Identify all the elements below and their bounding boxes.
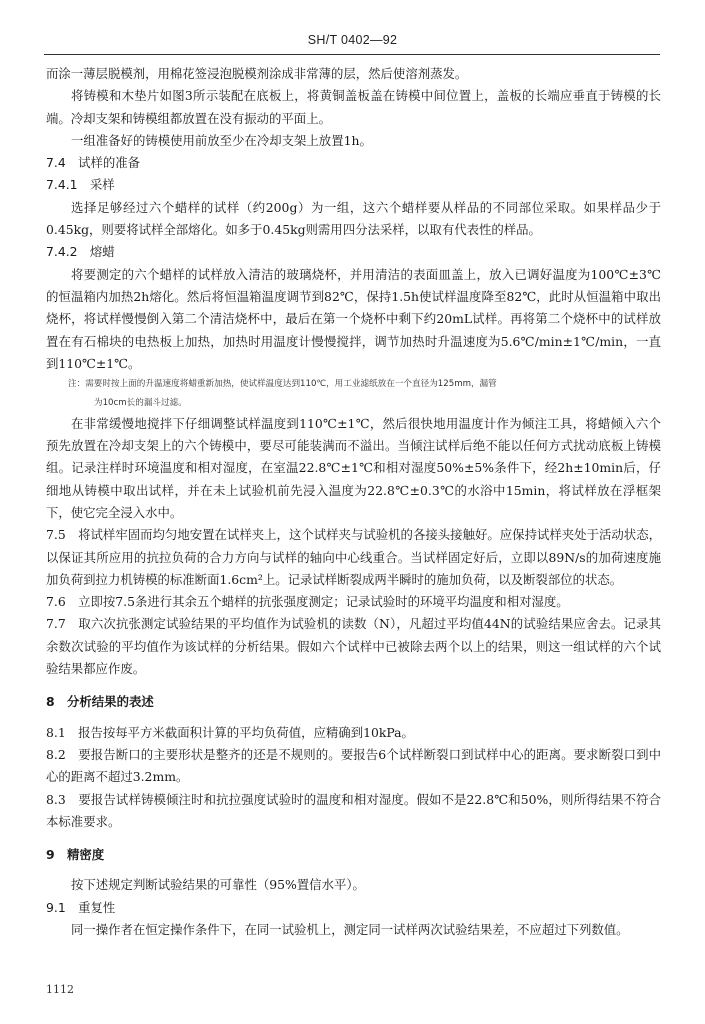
- note-line-2: 为10cm长的漏斗过滤。: [94, 397, 187, 408]
- heading-7-4-2: 7.4.2 熔蜡: [46, 244, 115, 260]
- paragraph-mold-assembly: 将铸模和木垫片如图3所示装配在底板上，将黄铜盖板盖在铸模中间位置上，盖板的长端应垂直于铸模的长端。冷却支架和铸模组都放置在没有振动的平面上。: [46, 88, 661, 126]
- heading-7-4: 7.4 试样的准备: [46, 155, 141, 171]
- paragraph-8-1: 8.1 报告按每平方米截面积计算的平均负荷值，应精确到10kPa。: [46, 724, 414, 740]
- heading-9: 9 精密度: [46, 847, 105, 863]
- note-line-1: 注：需要时按上面的升温速度将蜡重新加热，使试样温度达到110℃，用工业滤纸放在一个直径为125mm，漏管: [68, 379, 497, 390]
- section-gap: [46, 714, 661, 722]
- paragraph-release-agent: 而涂一薄层脱模剂，用棉花签浸泡脱模剂涂成非常薄的层，然后使溶剂蒸发。: [46, 66, 468, 81]
- paragraph-7-7: 7.7 取六次抗张测定试验结果的平均值作为试验机的读数（N），凡超过平均值44N的试验结果应舍去。记录其余数次试验的平均值作为该试样的分析结果。假如六个试样中已被除去两个以上的结果，则这一组试样的六个试验结果都应作废。: [46, 616, 661, 677]
- section-gap: [46, 833, 661, 841]
- paragraph-sampling: 选择足够经过六个蜡样的试样（约200g）为一组，这六个蜡样要从样品的不同部位采取。如果样品少于0.45kg，则要将试样全部熔化。如多于0.45kg则需用四分法采样，以取有代表性的样品。: [46, 199, 661, 238]
- section-gap: [46, 866, 661, 874]
- paragraph-8-2: 8.2 要报告断口的主要形状是整齐的还是不规则的。要报告6个试样断裂口到试样中心的距离。要求断裂口到中心的距离不超过3.2mm。: [46, 746, 661, 785]
- paragraph-7-5: 7.5 将试样牢固而均匀地安置在试样夹上，这个试样夹与试验机的各接头接触好。应保持试样夹处于活动状态，以保证其所应用的抗拉负荷的合力方向与试样的轴向中心线重合。当试样固定好后，立即以89N/s的加荷速度施加负荷到拉力机铸模的标准断面1.6cm²上。记录试样断裂成两半瞬时的施加负荷，以及断裂部位的状态。: [46, 527, 661, 587]
- note-filtering: [46, 375, 661, 413]
- paragraph-melting: 将要测定的六个蜡样的试样放入清洁的玻璃烧杯，并用清洁的表面皿盖上，放入已调好温度为100℃±3℃的恒温箱内加热2h熔化。然后将恒温箱温度调节到82℃，保持1.5h使试样温度降至82℃，此时从恒温箱中取出烧杯，将试样慢慢倒入第二个清洁烧杯中，最后在第一个烧杯中剩下约20mL试样。再将第二个烧杯中的试样放置在有石棉块的电热板上加热，加热时用温度计慢慢搅拌，调节加热时升温速度为5.6℃/min±1℃/min，一直到110℃±1℃。: [46, 266, 661, 371]
- standard-code-header: SH/T 0402—92: [307, 33, 398, 47]
- document-body: [46, 63, 661, 941]
- paragraph-repeatability: 同一操作者在恒定操作条件下，在同一试验机上，测定同一试样两次试验结果差，不应超过下列数值。: [71, 921, 629, 937]
- heading-9-1: 9.1 重复性: [46, 899, 116, 915]
- paragraph-precision-intro: 按下述规定判断试验结果的可靠性（95%置信水平）。: [71, 877, 365, 893]
- paragraph-mold-cooling: 一组准备好的铸模使用前放至少在冷却支架上放置1h。: [71, 132, 372, 148]
- header-rule: [44, 54, 660, 55]
- paragraph-7-6: 7.6 立即按7.5条进行其余五个蜡样的抗张强度测定；记录试验时的环境平均温度和相对湿度。: [46, 594, 569, 610]
- paragraph-8-3: 8.3 要报告试样铸模倾注时和抗拉强度试验时的温度和相对湿度。假如不是22.8℃和50%，则所得结果不符合本标准要求。: [46, 791, 661, 829]
- page-number: 1112: [46, 983, 74, 996]
- paragraph-pouring: 在非常缓慢地搅拌下仔细调整试样温度到110℃±1℃，然后很快地用温度计作为倾注工具，将蜡倾入六个预先放置在冷却支架上的六个铸模中，要尽可能装满而不溢出。当倾注试样后绝不能以任何方式扰动底板上铸模组。记录注样时环境温度和相对湿度，在室温22.8℃±1℃和相对湿度50%±5%条件下，经2h±10min后，仔细地从铸模中取出试样，并在未上试验机前先浸入温度为22.8℃±0.3℃的水浴中15min，将试样放在浮框架下，使它完全浸入水中。: [46, 415, 661, 520]
- heading-7-4-1: 7.4.1 采样: [46, 177, 115, 193]
- section-gap: [46, 680, 661, 688]
- heading-8: 8 分析结果的表述: [46, 694, 154, 710]
